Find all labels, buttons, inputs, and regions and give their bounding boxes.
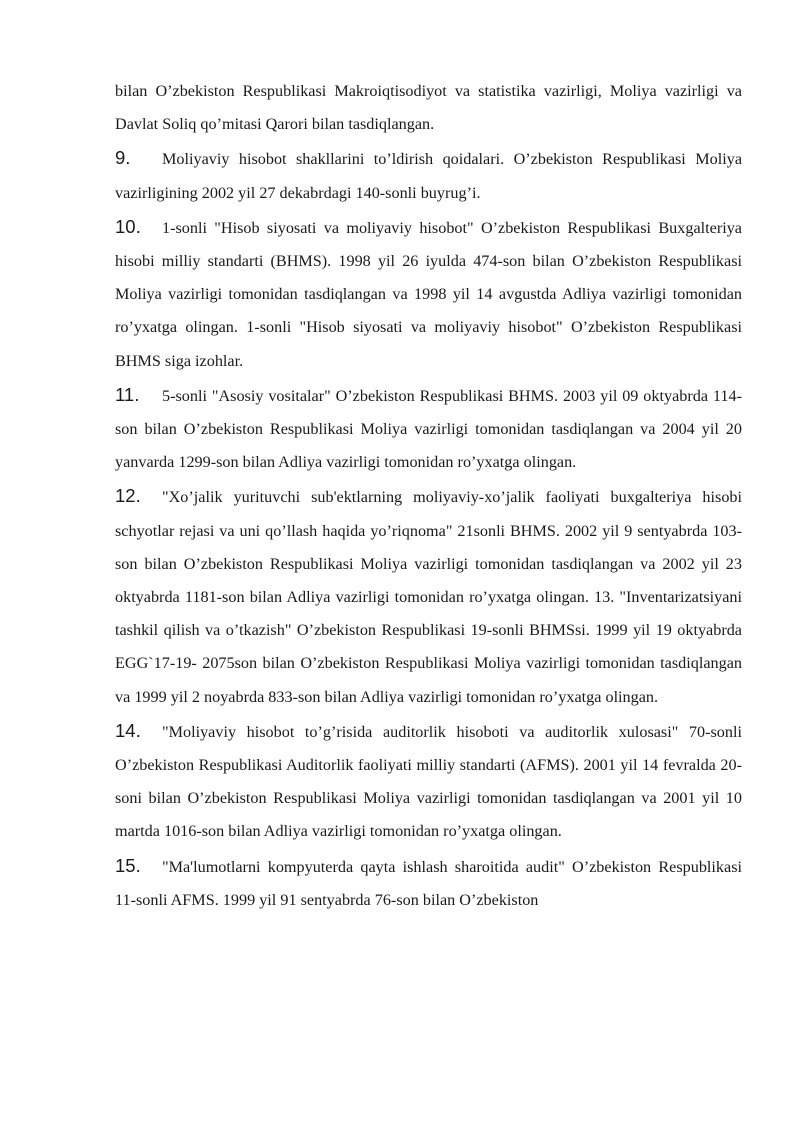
list-item [115, 75, 742, 141]
list-item [115, 141, 742, 209]
item-number: 11. [115, 383, 140, 405]
paragraph-text: 1-sonli "Hisob siyosati va moliyaviy hisobot" O’zbekiston Respublikasi Buxgalteriya hisobi milliy standarti (BHMS). 1998 yil 26 iyulda 474-son bilan O’zbekiston Respublikasi Moliya vazirligi tomonidan tasdiqlangan va 1998 yil 14 avgustda Adliya vazirligi tomonidan ro’yxatga olingan. 1-sonli "Hisob siyosati va moliyaviy hisobot" O’zbekiston Respublikasi BHMS siga izohlar. [115, 218, 742, 370]
item-number: 12. [115, 485, 141, 507]
reference-list [115, 75, 742, 917]
list-item [115, 849, 742, 917]
paragraph-text: "Xo’jalik yurituvchi sub'ektlarning moliyaviy-xo’jalik faoliyati buxgalteriya hisobi schyotlar rejasi va uni qo’llash haqida yo’riqnoma" 21sonli BHMS. 2002 yil 9 sentyabrda 103-son bilan O’zbekiston Respublikasi Moliya vazirligi tomonidan tasdiqlangan va 2002 yil 23 oktyabrda 1181-son bilan Adliya vazirligi tomonidan ro’yxatga olingan. 13. "Inventarizatsiyani tashkil qilish va o’tkazish" O’zbekiston Respublikasi 19-sonli BHMSsi. 1999 yil 19 oktyabrda EGG`17-19- 2075son bilan O’zbekiston Respublikasi Moliya vazirligi tomonidan tasdiqlangan va 1999 yil 2 noyabrda 833-son bilan Adliya vazirligi tomonidan ro’yxatga olingan. [115, 488, 742, 706]
paragraph-text: bilan O’zbekiston Respublikasi Makroiqtisodiyot va statistika vazirligi, Moliya vazirligi va Davlat Soliq qo’mitasi Qarori bilan tasdiqlangan. [115, 82, 742, 134]
list-item [115, 378, 742, 480]
list-item [115, 479, 742, 713]
paragraph-text: "Moliyaviy hisobot to’g’risida auditorlik hisoboti va auditorlik xulosasi" 70-sonli O’zbekiston Respublikasi Auditorlik faoliyati milliy standarti (AFMS). 2001 yil 14 fevralda 20-soni bilan O’zbekiston Respublikasi Moliya vazirligi tomonidan tasdiqlangan va 2001 yil 10 martda 1016-son bilan Adliya vazirligi tomonidan ro’yxatga olingan. [115, 722, 742, 841]
paragraph-text: Moliyaviy hisobot shakllarini to’ldirish qoidalari. O’zbekiston Respublikasi Moliya vazirligining 2002 yil 27 dekabrdagi 140-sonli buyrug’i. [115, 150, 742, 202]
item-number: 15. [115, 854, 141, 876]
item-number: 9. [115, 147, 131, 169]
list-item [115, 210, 742, 378]
paragraph-text: "Ma'lumotlarni kompyuterda qayta ishlash sharoitida audit" O’zbekiston Respublikasi 11-sonli AFMS. 1999 yil 91 sentyabrda 76-son bilan O’zbekiston [115, 857, 742, 909]
list-item [115, 714, 742, 849]
item-number: 14. [115, 719, 141, 741]
paragraph-text: 5-sonli "Asosiy vositalar" O’zbekiston Respublikasi BHMS. 2003 yil 09 oktyabrda 114-son bilan O’zbekiston Respublikasi Moliya vazirligi tomonidan tasdiqlangan va 2004 yil 20 yanvarda 1299-son bilan Adliya vazirligi tomonidan ro’yxatga olingan. [115, 386, 742, 472]
item-number: 10. [115, 215, 141, 237]
